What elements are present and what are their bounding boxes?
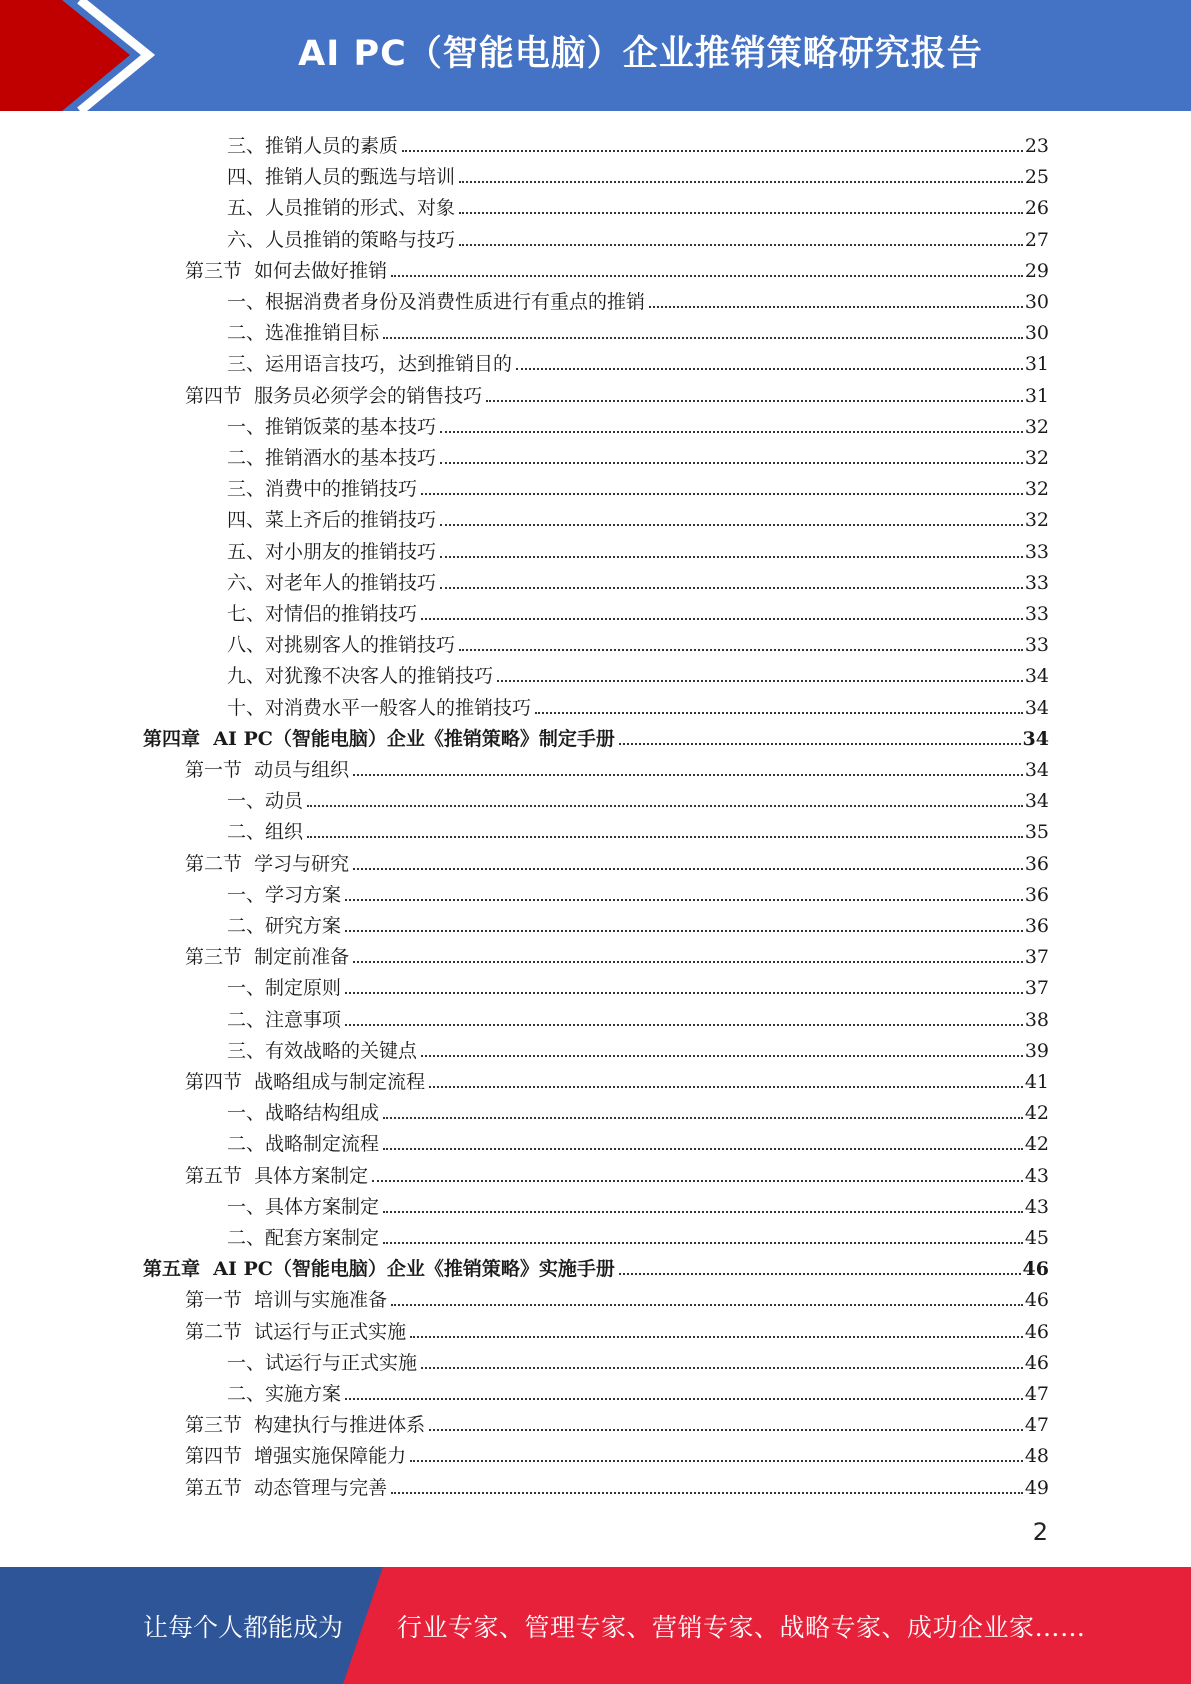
toc-entry-label: 第三节 如何去做好推销: [185, 259, 388, 282]
toc-dot-leader: [307, 836, 1023, 838]
toc-dot-leader: [429, 1086, 1023, 1088]
toc-entry-label: 第四节 增强实施保障能力: [185, 1445, 407, 1468]
toc-entry-page: 33: [1024, 571, 1049, 594]
toc-subsection-entry[interactable]: [227, 533, 1049, 564]
toc-entry-label: 第五节 具体方案制定: [185, 1164, 369, 1187]
toc-entry-label: 第四节 服务员必须学会的销售技巧: [185, 384, 483, 407]
toc-dot-leader: [410, 1460, 1023, 1462]
toc-entry-label: 二、配套方案制定: [227, 1227, 380, 1249]
toc-subsection-entry[interactable]: [227, 1188, 1049, 1219]
toc-entry-page: 25: [1024, 166, 1049, 189]
toc-entry-page: 30: [1024, 291, 1049, 313]
toc-dot-leader: [410, 1336, 1023, 1338]
toc-dot-leader: [440, 587, 1023, 589]
toc-entry-page: 47: [1024, 1414, 1049, 1437]
toc-entry-label: 一、试运行与正式实施: [227, 1351, 418, 1374]
toc-subsection-entry[interactable]: [227, 439, 1049, 470]
toc-entry-page: 45: [1024, 1227, 1049, 1249]
toc-subsection-entry[interactable]: [227, 969, 1049, 1000]
toc-section-entry[interactable]: [185, 1406, 1049, 1437]
toc-entry-page: 34: [1024, 790, 1049, 813]
toc-entry-label: 二、研究方案: [227, 915, 342, 937]
toc-entry-label: 五、对小朋友的推销技巧: [227, 540, 437, 563]
toc-entry-page: 26: [1024, 197, 1049, 220]
toc-dot-leader: [391, 1492, 1023, 1494]
toc-entry-label: 二、注意事项: [227, 1008, 342, 1031]
toc-entry-label: 二、选准推销目标: [227, 322, 380, 345]
toc-entry-label: 十、对消费水平一般客人的推销技巧: [227, 696, 532, 719]
toc-entry-page: 33: [1024, 634, 1049, 657]
toc-section-entry[interactable]: [185, 1157, 1049, 1188]
toc-dot-leader: [459, 181, 1023, 183]
toc-entry-page: 43: [1024, 1195, 1049, 1218]
toc-entry-page: 30: [1024, 322, 1049, 345]
toc-subsection-entry[interactable]: [227, 1375, 1049, 1406]
toc-entry-page: 46: [1024, 1351, 1049, 1374]
toc-dot-leader: [440, 431, 1023, 433]
toc-dot-leader: [516, 368, 1023, 370]
toc-section-entry[interactable]: [185, 252, 1049, 283]
footer-slogan-right: 行业专家、管理专家、营销专家、战略专家、成功企业家……: [397, 1613, 1086, 1642]
toc-entry-page: 36: [1024, 915, 1049, 937]
toc-dot-leader: [440, 524, 1023, 526]
toc-entry-page: 31: [1024, 353, 1049, 376]
toc-dot-leader: [345, 930, 1023, 932]
toc-subsection-entry[interactable]: [227, 189, 1049, 220]
toc-entry-page: 36: [1024, 883, 1049, 906]
toc-dot-leader: [391, 275, 1023, 277]
toc-subsection-entry[interactable]: [227, 127, 1049, 158]
toc-section-entry[interactable]: [185, 1281, 1049, 1312]
toc-subsection-entry[interactable]: [227, 564, 1049, 595]
toc-section-entry[interactable]: [185, 1063, 1049, 1094]
toc-dot-leader: [459, 244, 1023, 246]
toc-dot-leader: [429, 1429, 1023, 1431]
toc-dot-leader: [391, 1304, 1023, 1306]
toc-dot-leader: [421, 1367, 1023, 1369]
toc-entry-page: 23: [1024, 135, 1049, 157]
toc-dot-leader: [353, 774, 1023, 776]
toc-entry-label: 四、推销人员的甄选与培训: [227, 166, 456, 189]
document-title: AI PC（智能电脑）企业推销策略研究报告: [298, 34, 983, 74]
toc-entry-label: 一、根据消费者身份及消费性质进行有重点的推销: [227, 291, 646, 313]
toc-subsection-entry[interactable]: [227, 470, 1049, 501]
toc-entry-page: 34: [1024, 759, 1049, 781]
toc-entry-page: 41: [1024, 1071, 1049, 1093]
toc-section-entry[interactable]: [185, 1437, 1049, 1468]
toc-subsection-entry[interactable]: [227, 1032, 1049, 1063]
toc-dot-leader: [486, 400, 1023, 402]
toc-section-entry[interactable]: [185, 938, 1049, 969]
toc-dot-leader: [383, 1117, 1023, 1119]
page-footer: [0, 1567, 1191, 1684]
toc-subsection-entry[interactable]: [227, 595, 1049, 626]
toc-entry-page: 34: [1024, 696, 1049, 719]
toc-entry-label: 四、菜上齐后的推销技巧: [227, 509, 437, 532]
toc-entry-label: 第四章 AI PC（智能电脑）企业《推销策略》制定手册: [143, 727, 615, 750]
toc-dot-leader: [440, 462, 1023, 464]
toc-entry-label: 第三节 制定前准备: [185, 946, 350, 969]
toc-dot-leader: [497, 680, 1023, 682]
toc-entry-page: 47: [1024, 1383, 1049, 1405]
toc-subsection-entry[interactable]: [227, 221, 1049, 252]
toc-subsection-entry[interactable]: [227, 1344, 1049, 1375]
toc-subsection-entry[interactable]: [227, 907, 1049, 938]
toc-entry-label: 三、消费中的推销技巧: [227, 478, 418, 501]
toc-entry-page: 42: [1024, 1102, 1049, 1125]
toc-entry-label: 九、对犹豫不决客人的推销技巧: [227, 665, 494, 688]
page-number: 2: [1032, 1518, 1048, 1546]
toc-dot-leader: [421, 1055, 1023, 1057]
toc-entry-page: 46: [1024, 1320, 1049, 1343]
toc-entry-page: 37: [1024, 977, 1049, 1000]
toc-entry-label: 第五章 AI PC（智能电脑）企业《推销策略》实施手册: [143, 1258, 615, 1281]
toc-subsection-entry[interactable]: [227, 1125, 1049, 1156]
toc-subsection-entry[interactable]: [227, 501, 1049, 532]
toc-chapter-entry[interactable]: [143, 1250, 1049, 1281]
toc-subsection-entry[interactable]: [227, 345, 1049, 376]
toc-entry-page: 27: [1024, 228, 1049, 251]
toc-entry-label: 一、学习方案: [227, 883, 342, 906]
toc-dot-leader: [383, 1148, 1023, 1150]
toc-entry-page: 37: [1024, 946, 1049, 969]
toc-chapter-entry[interactable]: [143, 720, 1049, 751]
toc-section-entry[interactable]: [185, 1313, 1049, 1344]
toc-entry-label: 一、制定原则: [227, 977, 342, 1000]
toc-dot-leader: [619, 1273, 1021, 1275]
toc-dot-leader: [421, 618, 1023, 620]
toc-subsection-entry[interactable]: [227, 1219, 1049, 1250]
toc-dot-leader: [353, 868, 1023, 870]
toc-dot-leader: [619, 743, 1021, 745]
toc-section-entry[interactable]: [185, 751, 1049, 782]
toc-section-entry[interactable]: [185, 377, 1049, 408]
toc-dot-leader: [459, 212, 1023, 214]
toc-entry-page: 33: [1024, 540, 1049, 563]
toc-entry-label: 一、具体方案制定: [227, 1195, 380, 1218]
toc-entry-page: 43: [1024, 1164, 1049, 1187]
toc-entry-label: 第二节 试运行与正式实施: [185, 1320, 407, 1343]
toc-dot-leader: [345, 1398, 1023, 1400]
toc-dot-leader: [383, 337, 1023, 339]
toc-entry-page: 32: [1024, 509, 1049, 532]
footer-slogan-left: 让每个人都能成为: [143, 1613, 344, 1642]
toc-entry-page: 32: [1024, 447, 1049, 469]
toc-entry-page: 32: [1024, 415, 1049, 438]
toc-entry-page: 39: [1024, 1039, 1049, 1062]
toc-entry-label: 八、对挑剔客人的推销技巧: [227, 634, 456, 657]
toc-entry-page: 48: [1024, 1445, 1049, 1468]
toc-entry-label: 六、对老年人的推销技巧: [227, 571, 437, 594]
toc-subsection-entry[interactable]: [227, 1094, 1049, 1125]
toc-dot-leader: [535, 712, 1023, 714]
toc-dot-leader: [345, 992, 1023, 994]
toc-dot-leader: [440, 556, 1023, 558]
toc-subsection-entry[interactable]: [227, 782, 1049, 813]
toc-entry-label: 第二节 学习与研究: [185, 852, 350, 875]
toc-entry-label: 一、推销饭菜的基本技巧: [227, 415, 437, 438]
toc-subsection-entry[interactable]: [227, 813, 1049, 844]
toc-dot-leader: [383, 1242, 1023, 1244]
toc-entry-page: 31: [1024, 384, 1049, 407]
toc-entry-label: 二、推销酒水的基本技巧: [227, 447, 437, 469]
toc-entry-page: 38: [1024, 1008, 1049, 1031]
toc-entry-label: 第三节 构建执行与推进体系: [185, 1414, 426, 1437]
toc-entry-label: 三、有效战略的关键点: [227, 1039, 418, 1062]
toc-entry-label: 二、战略制定流程: [227, 1133, 380, 1156]
toc-entry-page: 35: [1024, 821, 1049, 844]
toc-entry-label: 二、组织: [227, 821, 304, 844]
toc-dot-leader: [459, 649, 1023, 651]
toc-subsection-entry[interactable]: [227, 657, 1049, 688]
toc-entry-page: 33: [1024, 603, 1049, 625]
toc-dot-leader: [372, 1180, 1023, 1182]
toc-subsection-entry[interactable]: [227, 1001, 1049, 1032]
page-header: [0, 0, 1191, 111]
toc-entry-page: 46: [1024, 1289, 1049, 1312]
toc-entry-label: 二、实施方案: [227, 1383, 342, 1405]
toc-entry-label: 七、对情侣的推销技巧: [227, 603, 418, 625]
toc-entry-label: 五、人员推销的形式、对象: [227, 197, 456, 220]
toc-dot-leader: [345, 899, 1023, 901]
toc-section-entry[interactable]: [185, 1469, 1049, 1500]
toc-entry-label: 第五节 动态管理与完善: [185, 1476, 388, 1499]
toc-entry-label: 第四节 战略组成与制定流程: [185, 1071, 426, 1093]
toc-entry-label: 第一节 动员与组织: [185, 759, 350, 781]
toc-entry-label: 一、动员: [227, 790, 304, 813]
toc-dot-leader: [383, 1211, 1023, 1213]
toc-entry-label: 第一节 培训与实施准备: [185, 1289, 388, 1312]
toc-subsection-entry[interactable]: [227, 314, 1049, 345]
toc-subsection-entry[interactable]: [227, 408, 1049, 439]
toc-entry-label: 六、人员推销的策略与技巧: [227, 228, 456, 251]
toc-dot-leader: [421, 493, 1023, 495]
toc-entry-page: 34: [1024, 665, 1049, 688]
toc-entry-label: 三、推销人员的素质: [227, 135, 399, 157]
toc-dot-leader: [307, 805, 1023, 807]
toc-dot-leader: [649, 306, 1023, 308]
toc-dot-leader: [353, 961, 1023, 963]
toc-dot-leader: [402, 150, 1023, 152]
toc-subsection-entry[interactable]: [227, 158, 1049, 189]
toc-entry-label: 一、战略结构组成: [227, 1102, 380, 1125]
toc-entry-page: 32: [1024, 478, 1049, 501]
toc-subsection-entry[interactable]: [227, 283, 1049, 314]
toc-subsection-entry[interactable]: [227, 876, 1049, 907]
toc-entry-page: 42: [1024, 1133, 1049, 1156]
toc-entry-page: 46: [1022, 1258, 1049, 1281]
toc-entry-page: 49: [1024, 1476, 1049, 1499]
toc-entry-page: 36: [1024, 852, 1049, 875]
toc-subsection-entry[interactable]: [227, 626, 1049, 657]
toc-entry-label: 三、运用语言技巧，达到推销目的: [227, 353, 513, 376]
toc-dot-leader: [345, 1024, 1023, 1026]
toc-entry-page: 34: [1022, 727, 1049, 750]
toc-subsection-entry[interactable]: [227, 689, 1049, 720]
toc-entry-page: 29: [1024, 259, 1049, 282]
toc-section-entry[interactable]: [185, 845, 1049, 876]
